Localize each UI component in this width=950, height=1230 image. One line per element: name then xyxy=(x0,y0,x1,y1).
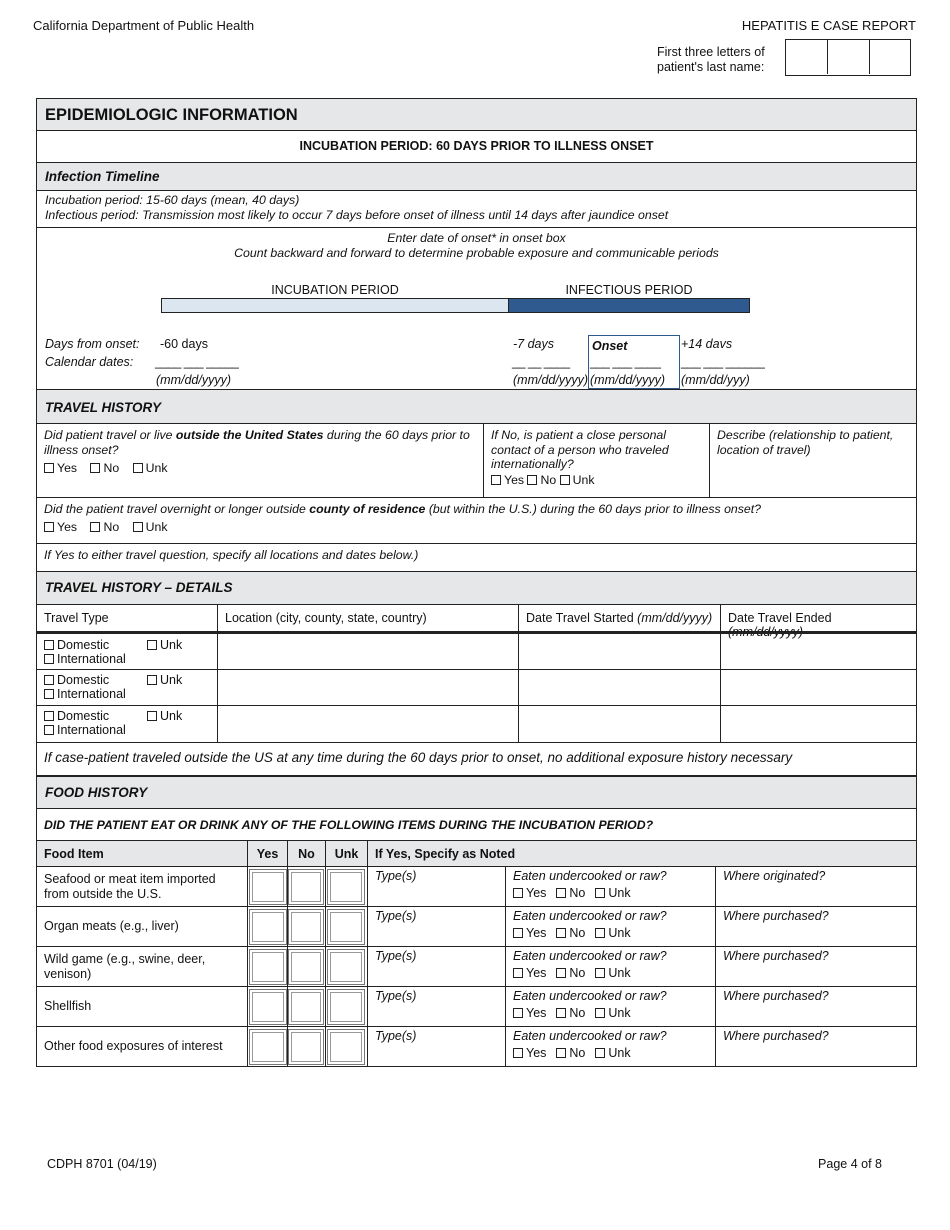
onset-date-blank[interactable]: ___ ___ ____ xyxy=(590,355,661,369)
unk-option[interactable]: Unk xyxy=(147,673,182,687)
travel-detail-row xyxy=(36,632,917,670)
food-item-name: Seafood or meat item imported from outside the U.S. xyxy=(37,867,248,906)
q1-yes-option[interactable]: Yes xyxy=(44,461,77,475)
date-format-60: (mm/dd/yyyy) xyxy=(156,373,231,387)
food-where-cell[interactable]: Where originated? xyxy=(723,869,826,883)
food-yes-box[interactable] xyxy=(249,949,287,985)
food-types-cell[interactable]: Type(s) xyxy=(368,867,506,906)
travel-details-title: TRAVEL HISTORY – DETAILS xyxy=(45,580,233,595)
col-date-ended: Date Travel Ended (mm/dd/yyyy) xyxy=(728,611,832,639)
timeline-instructions: Enter date of onset* in onset box Count backward and forward to determine probable exposure and communicable periods xyxy=(234,231,719,260)
q4-unk-option[interactable]: Unk xyxy=(133,520,168,534)
col-no: No xyxy=(288,841,326,866)
col-specify: If Yes, Specify as Noted xyxy=(375,847,516,861)
timeline-header xyxy=(36,163,917,191)
food-unk-box[interactable] xyxy=(327,909,365,945)
last-name-letter-boxes xyxy=(785,39,911,76)
unk-option[interactable]: Unk xyxy=(147,638,182,652)
food-no-cell xyxy=(288,1027,326,1066)
q1-unk-option[interactable]: Unk xyxy=(133,461,168,475)
travel-q1-options xyxy=(44,461,476,476)
food-unk-cell xyxy=(326,907,368,946)
date-started-cell[interactable] xyxy=(519,634,721,669)
food-types-cell[interactable]: Type(s) xyxy=(368,907,506,946)
food-item-name: Organ meats (e.g., liver) xyxy=(37,907,248,946)
onset-date-format: (mm/dd/yyyy) xyxy=(590,373,665,387)
food-types-cell[interactable]: Type(s) xyxy=(368,987,506,1026)
calendar-dates-label: Calendar dates: xyxy=(45,355,134,369)
food-no-cell xyxy=(288,987,326,1026)
food-undercooked-cell: Eaten undercooked or raw? Yes No Unk xyxy=(506,907,716,946)
travel-q4-row: Did the patient travel overnight or longer outside county of residence (but within the U.S.) during the 60 days prior to illness onset? Yes No Unk xyxy=(36,498,917,544)
travel-details-header xyxy=(36,572,917,605)
onset-box[interactable] xyxy=(588,335,680,389)
food-question: DID THE PATIENT EAT OR DRINK ANY OF THE FOLLOWING ITEMS DURING THE INCUBATION PERIOD? xyxy=(44,818,654,832)
incubation-banner xyxy=(36,131,917,163)
col-date-started: Date Travel Started (mm/dd/yyyy) xyxy=(519,605,721,631)
undercooked-no-option[interactable]: No xyxy=(556,1006,585,1020)
last-name-label: First three letters of patient's last name: xyxy=(657,45,765,74)
food-types-cell[interactable]: Type(s) xyxy=(368,1027,506,1066)
food-unk-box[interactable] xyxy=(327,949,365,985)
location-cell[interactable] xyxy=(218,634,519,669)
food-undercooked-cell: Eaten undercooked or raw? Yes No Unk xyxy=(506,867,716,906)
q4-no-option[interactable]: No xyxy=(90,520,119,534)
letter-box-1[interactable] xyxy=(786,40,828,74)
col-unk: Unk xyxy=(326,841,368,866)
travel-q1-cell: Did patient travel or live outside the United States during the 60 days prior to illness onset? Yes No Unk xyxy=(37,424,484,497)
minus-60-days: -60 days xyxy=(160,337,208,351)
travel-footnote: If case-patient traveled outside the US at any time during the 60 days prior to onset, no additional exposure history necessary xyxy=(36,743,917,776)
food-undercooked-cell: Eaten undercooked or raw? Yes No Unk xyxy=(506,987,716,1026)
travel-details-column-headers xyxy=(36,605,917,639)
undercooked-unk-option[interactable]: Unk xyxy=(595,1046,630,1060)
food-no-cell xyxy=(288,907,326,946)
plus-14-days: +14 davs xyxy=(681,337,733,351)
date-started-cell[interactable] xyxy=(519,670,721,705)
q2-unk-option[interactable]: Unk xyxy=(560,473,595,487)
food-column-headers xyxy=(36,841,917,867)
travel-detail-row xyxy=(36,670,917,706)
food-item-name: Wild game (e.g., swine, deer, venison) xyxy=(37,947,248,986)
undercooked-yes-option[interactable]: Yes xyxy=(513,966,546,980)
food-yes-cell xyxy=(248,907,288,946)
travel-q2-options xyxy=(491,473,702,488)
undercooked-yes-option[interactable]: Yes xyxy=(513,926,546,940)
international-option[interactable]: International xyxy=(44,723,210,737)
undercooked-no-option[interactable]: No xyxy=(556,886,585,900)
unk-option[interactable]: Unk xyxy=(147,709,182,723)
undercooked-unk-option[interactable]: Unk xyxy=(595,1006,630,1020)
location-cell[interactable] xyxy=(218,670,519,705)
date-format-14: (mm/dd/yyy) xyxy=(681,373,750,387)
food-unk-box[interactable] xyxy=(327,869,365,905)
travel-history-title: TRAVEL HISTORY xyxy=(45,400,162,415)
international-option[interactable]: International xyxy=(44,652,210,666)
infectious-note: Infectious period: Transmission most likely to occur 7 days before onset of illness until 14 days after jaundice onset xyxy=(45,208,669,222)
report-title: HEPATITIS E CASE REPORT xyxy=(741,18,916,33)
food-where-cell[interactable]: Where purchased? xyxy=(723,1029,829,1043)
q1-no-option[interactable]: No xyxy=(90,461,119,475)
food-where-cell[interactable]: Where purchased? xyxy=(723,989,829,1003)
onset-label: Onset xyxy=(592,339,628,353)
food-item-row xyxy=(36,947,917,987)
date-format-7: (mm/dd/yyyy) xyxy=(513,373,588,387)
food-yes-box[interactable] xyxy=(249,1029,287,1065)
letter-box-3[interactable] xyxy=(869,40,910,74)
travel-type-cell xyxy=(37,670,218,705)
food-unk-cell xyxy=(326,987,368,1026)
food-item-name: Other food exposures of interest xyxy=(37,1027,248,1066)
undercooked-unk-option[interactable]: Unk xyxy=(595,886,630,900)
food-item-row xyxy=(36,1027,917,1067)
food-types-cell[interactable]: Type(s) xyxy=(368,947,506,986)
date-ended-cell[interactable] xyxy=(721,634,916,669)
food-no-box[interactable] xyxy=(288,869,324,905)
food-yes-cell xyxy=(248,947,288,986)
date-started-cell[interactable] xyxy=(519,706,721,742)
undercooked-yes-option[interactable]: Yes xyxy=(513,1046,546,1060)
food-item-row xyxy=(36,867,917,907)
date-ended-cell[interactable] xyxy=(721,706,916,742)
undercooked-no-option[interactable]: No xyxy=(556,1046,585,1060)
q2-yes-option[interactable]: Yes xyxy=(491,473,524,487)
food-no-cell xyxy=(288,867,326,906)
col-yes: Yes xyxy=(248,841,288,866)
domestic-option[interactable]: Domestic xyxy=(44,638,109,652)
domestic-option[interactable]: Domestic xyxy=(44,709,109,723)
domestic-option[interactable]: Domestic xyxy=(44,673,109,687)
food-history-title: FOOD HISTORY xyxy=(45,785,148,800)
date-blank-60[interactable]: ____ ___ _____ xyxy=(155,355,239,369)
food-yes-cell xyxy=(248,867,288,906)
food-yes-box[interactable] xyxy=(249,869,287,905)
undercooked-no-option[interactable]: No xyxy=(556,966,585,980)
food-yes-box[interactable] xyxy=(249,989,287,1025)
col-location: Location (city, county, state, country) xyxy=(218,605,519,631)
letter-box-2[interactable] xyxy=(827,40,870,74)
infectious-period-label: INFECTIOUS PERIOD xyxy=(565,283,693,297)
location-cell[interactable] xyxy=(218,706,519,742)
undercooked-unk-option[interactable]: Unk xyxy=(595,966,630,980)
incubation-banner-text: INCUBATION PERIOD: 60 DAYS PRIOR TO ILLNESS ONSET xyxy=(299,139,654,153)
food-item-row xyxy=(36,907,917,947)
q4-yes-option[interactable]: Yes xyxy=(44,520,77,534)
epi-section-header xyxy=(36,98,917,131)
food-unk-cell xyxy=(326,947,368,986)
international-option[interactable]: International xyxy=(44,687,210,701)
q2-no-option[interactable]: No xyxy=(527,473,556,487)
food-no-box[interactable] xyxy=(288,1029,324,1065)
food-item-row xyxy=(36,987,917,1027)
epi-title: EPIDEMIOLOGIC INFORMATION xyxy=(45,106,298,124)
food-unk-box[interactable] xyxy=(327,1029,365,1065)
timeline-area xyxy=(36,228,917,390)
food-yes-cell xyxy=(248,1027,288,1066)
food-unk-cell xyxy=(326,867,368,906)
food-no-box[interactable] xyxy=(288,989,324,1025)
date-ended-cell[interactable] xyxy=(721,670,916,705)
infectious-bar xyxy=(508,298,750,313)
travel-detail-row xyxy=(36,706,917,743)
food-where-cell[interactable]: Where purchased? xyxy=(723,949,829,963)
undercooked-yes-option[interactable]: Yes xyxy=(513,1006,546,1020)
travel-q3-cell[interactable]: Describe (relationship to patient, location of travel) xyxy=(717,428,894,457)
date-blank-14[interactable]: ___ ___ ______ xyxy=(681,355,765,369)
undercooked-no-option[interactable]: No xyxy=(556,926,585,940)
food-unk-cell xyxy=(326,1027,368,1066)
undercooked-unk-option[interactable]: Unk xyxy=(595,926,630,940)
food-undercooked-cell: Eaten undercooked or raw? Yes No Unk xyxy=(506,947,716,986)
minus-7-days: -7 days xyxy=(513,337,554,351)
incubation-period-label: INCUBATION PERIOD xyxy=(271,283,399,297)
travel-q2-cell: If No, is patient a close personal contact of a person who traveled internationally? Yes No Unk xyxy=(484,424,710,497)
travel-note: If Yes to either travel question, specify all locations and dates below.) xyxy=(36,544,917,572)
food-no-box[interactable] xyxy=(288,949,324,985)
col-food-item: Food Item xyxy=(37,841,248,866)
agency-name: California Department of Public Health xyxy=(33,18,255,33)
undercooked-yes-option[interactable]: Yes xyxy=(513,886,546,900)
period-notes xyxy=(36,191,917,228)
travel-q1-row xyxy=(36,424,917,498)
food-yes-box[interactable] xyxy=(249,909,287,945)
food-unk-box[interactable] xyxy=(327,989,365,1025)
food-where-cell[interactable]: Where purchased? xyxy=(723,909,829,923)
travel-history-header xyxy=(36,389,917,424)
food-question-row xyxy=(36,809,917,841)
travel-type-cell xyxy=(37,706,218,742)
timeline-title: Infection Timeline xyxy=(45,169,160,184)
food-undercooked-cell: Eaten undercooked or raw? Yes No Unk xyxy=(506,1027,716,1066)
date-blank-7[interactable]: __ __ ____ xyxy=(512,355,570,369)
form-id: CDPH 8701 (04/19) xyxy=(47,1157,157,1171)
food-history-header xyxy=(36,776,917,809)
travel-q4-options xyxy=(44,520,909,534)
col-travel-type: Travel Type xyxy=(37,605,218,631)
incubation-note: Incubation period: 15-60 days (mean, 40 days) xyxy=(45,193,300,207)
incubation-bar xyxy=(161,298,509,313)
food-item-name: Shellfish xyxy=(37,987,248,1026)
page-number: Page 4 of 8 xyxy=(818,1157,882,1171)
food-yes-cell xyxy=(248,987,288,1026)
food-no-cell xyxy=(288,947,326,986)
travel-type-cell xyxy=(37,634,218,669)
food-no-box[interactable] xyxy=(288,909,324,945)
days-from-onset-label: Days from onset: xyxy=(45,337,140,351)
